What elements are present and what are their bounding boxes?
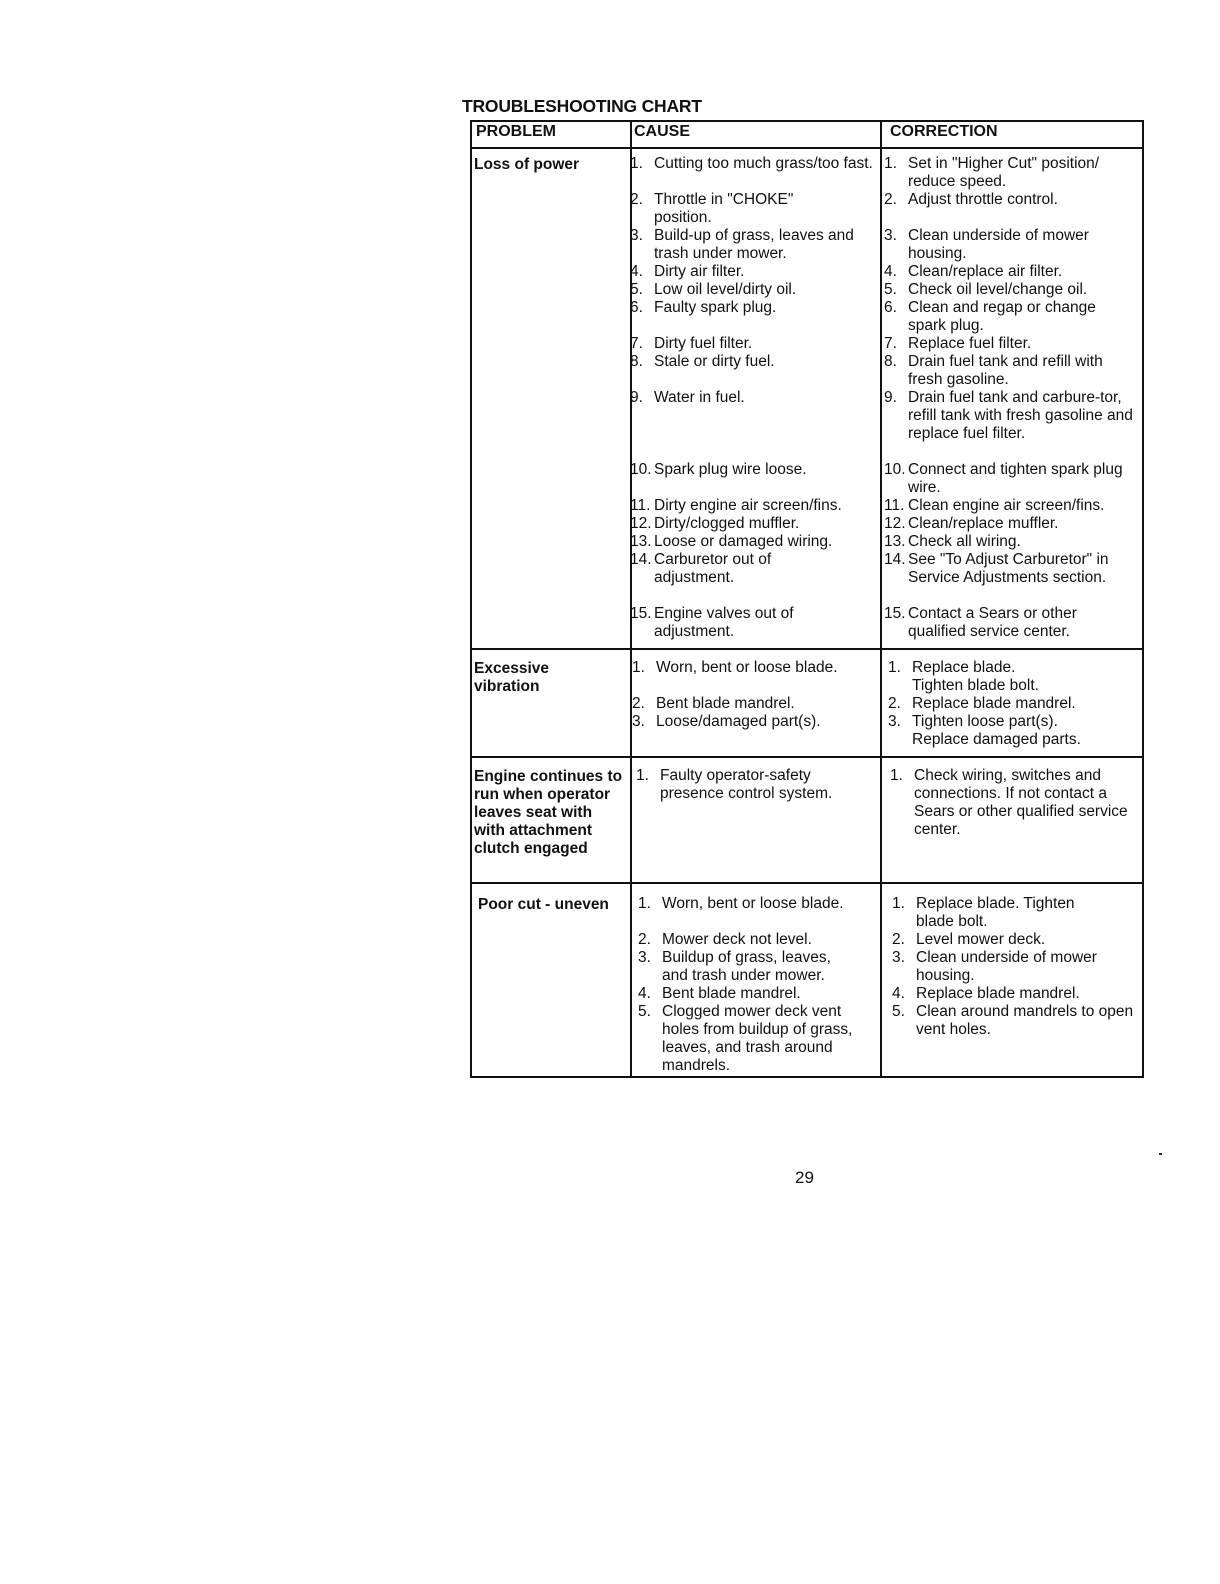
cause-item: 7. Dirty fuel filter. bbox=[630, 335, 753, 352]
correction-item: 14. See "To Adjust Carburetor" in Service Adjustments section. bbox=[884, 551, 1109, 586]
cause-item: 9. Water in fuel. bbox=[630, 389, 745, 406]
cause-item: 3. Buildup of grass, leaves, and trash under mower. bbox=[638, 949, 831, 984]
cause-item: 11. Dirty engine air screen/fins. bbox=[630, 497, 842, 514]
cause-item: 1. Cutting too much grass/too fast. bbox=[630, 155, 873, 172]
header-divider bbox=[470, 147, 1144, 149]
correction-item: 3. Tighten loose part(s). Replace damaged parts. bbox=[888, 713, 1081, 748]
problem-label: Loss of power bbox=[474, 156, 580, 173]
cause-item: 3. Loose/damaged part(s). bbox=[632, 713, 821, 730]
cause-item: 13. Loose or damaged wiring. bbox=[630, 533, 833, 550]
cause-item: 1. Worn, bent or loose blade. bbox=[632, 659, 838, 676]
problem-label: Excessive vibration bbox=[474, 660, 549, 695]
correction-item: 12. Clean/replace muffler. bbox=[884, 515, 1059, 532]
cause-item: 2. Mower deck not level. bbox=[638, 931, 812, 948]
correction-item: 4. Clean/replace air filter. bbox=[884, 263, 1063, 280]
correction-item: 3. Clean underside of mower housing. bbox=[884, 227, 1089, 262]
correction-item: 4. Replace blade mandrel. bbox=[892, 985, 1080, 1002]
cause-item: 14. Carburetor out of adjustment. bbox=[630, 551, 772, 586]
cause-item: 2. Throttle in "CHOKE" position. bbox=[630, 191, 794, 226]
correction-item: 5. Check oil level/change oil. bbox=[884, 281, 1088, 298]
correction-item: 1. Set in "Higher Cut" position/ reduce speed. bbox=[884, 155, 1100, 190]
table-border-bottom bbox=[470, 1076, 1144, 1078]
correction-item: 10. Connect and tighten spark plug wire. bbox=[884, 461, 1123, 496]
cause-item: 1. Faulty operator-safety presence control system. bbox=[636, 767, 833, 802]
row-divider bbox=[470, 648, 1144, 650]
cause-item: 6. Faulty spark plug. bbox=[630, 299, 777, 316]
correction-item: 5. Clean around mandrels to open vent holes. bbox=[892, 1003, 1134, 1038]
cause-item: 12. Dirty/clogged muffler. bbox=[630, 515, 800, 532]
table-border-top bbox=[470, 120, 1144, 122]
cause-item: 5. Clogged mower deck vent holes from buildup of grass, leaves, and trash around mandrels. bbox=[638, 1003, 853, 1074]
cause-item: 2. Bent blade mandrel. bbox=[632, 695, 795, 712]
cause-item: 1. Worn, bent or loose blade. bbox=[638, 895, 844, 912]
row-divider bbox=[470, 882, 1144, 884]
header-correction: CORRECTION bbox=[890, 123, 998, 140]
correction-item: 9. Drain fuel tank and carbure-tor, refill tank with fresh gasoline and replace fuel filter. bbox=[884, 389, 1133, 442]
table-border-right bbox=[1142, 120, 1144, 1078]
cause-item: 3. Build-up of grass, leaves and trash under mower. bbox=[630, 227, 854, 262]
scan-speck bbox=[1159, 1153, 1162, 1155]
cause-item: 4. Bent blade mandrel. bbox=[638, 985, 801, 1002]
problem-label: Poor cut - uneven bbox=[478, 896, 609, 913]
correction-item: 11. Clean engine air screen/fins. bbox=[884, 497, 1105, 514]
correction-item: 2. Adjust throttle control. bbox=[884, 191, 1058, 208]
correction-item: 8. Drain fuel tank and refill with fresh gasoline. bbox=[884, 353, 1103, 388]
correction-item: 13. Check all wiring. bbox=[884, 533, 1021, 550]
correction-item: 15. Contact a Sears or other qualified service center. bbox=[884, 605, 1077, 640]
cause-item: 4. Dirty air filter. bbox=[630, 263, 745, 280]
page-title: TROUBLESHOOTING CHART bbox=[462, 96, 702, 116]
header-cause: CAUSE bbox=[634, 123, 691, 140]
correction-item: 2. Replace blade mandrel. bbox=[888, 695, 1076, 712]
row-divider bbox=[470, 756, 1144, 758]
correction-item: 3. Clean underside of mower housing. bbox=[892, 949, 1097, 984]
troubleshooting-table bbox=[470, 120, 1144, 1078]
page-number: 29 bbox=[795, 1168, 814, 1187]
correction-item: 1. Replace blade. Tighten blade bolt. bbox=[892, 895, 1075, 930]
correction-item: 1. Replace blade. Tighten blade bolt. bbox=[888, 659, 1039, 694]
table-border-left bbox=[470, 120, 472, 1078]
column-divider-correction bbox=[880, 120, 882, 1078]
cause-item: 5. Low oil level/dirty oil. bbox=[630, 281, 797, 298]
problem-label: Engine continues to run when operator leaves seat with with attachment clutch engaged bbox=[474, 768, 623, 857]
cause-item: 8. Stale or dirty fuel. bbox=[630, 353, 775, 370]
cause-item: 15. Engine valves out of adjustment. bbox=[630, 605, 794, 640]
correction-item: 2. Level mower deck. bbox=[892, 931, 1046, 948]
correction-item: 1. Check wiring, switches and connections. If not contact a Sears or other qualified service center. bbox=[890, 767, 1128, 838]
header-problem: PROBLEM bbox=[476, 123, 556, 140]
correction-item: 6. Clean and regap or change spark plug. bbox=[884, 299, 1096, 334]
correction-item: 7. Replace fuel filter. bbox=[884, 335, 1032, 352]
cause-item: 10. Spark plug wire loose. bbox=[630, 461, 807, 478]
